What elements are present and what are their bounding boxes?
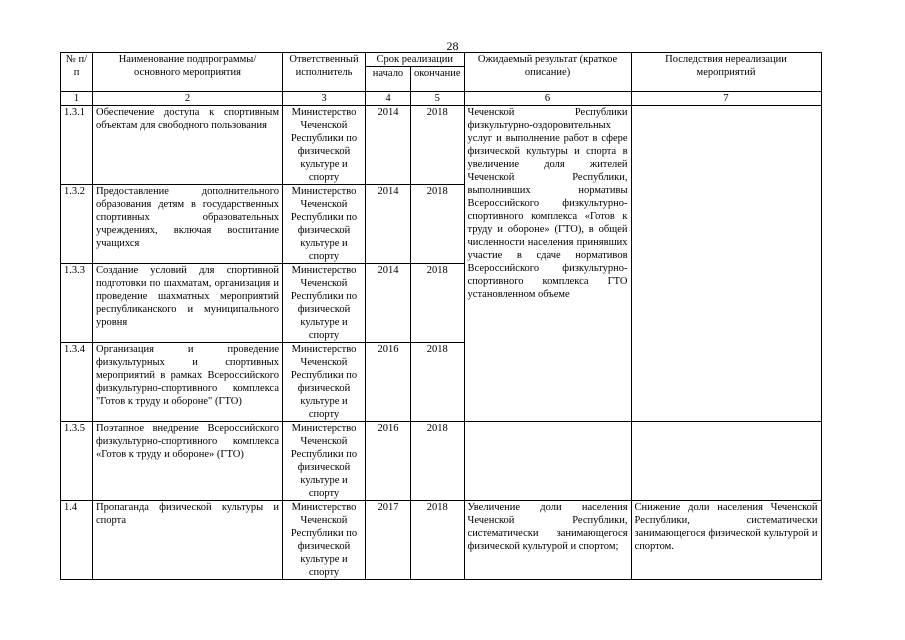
row-end: 2018: [411, 422, 465, 501]
row-name: Пропаганда физической культуры и спорта: [93, 501, 283, 580]
row-responsible: Министерство Чеченской Республики по физической культуре и спорту: [283, 501, 366, 580]
row-name: Организация и проведение физкультурных и спортивных мероприятий в рамках Всероссийского физкультурно-спортивного комплекса "Готов к труду и обороне" (ГТО): [93, 343, 283, 422]
header-name: Наименование подпрограммы/ основного мероприятия: [93, 53, 283, 92]
header-num: № п/п: [61, 53, 93, 92]
table-row: [61, 422, 822, 501]
row-start: 2014: [366, 185, 411, 264]
row-name: Создание условий для спортивной подготовки по шахматам, организация и проведение шахматных мероприятий республиканского и муниципального уровня: [93, 264, 283, 343]
row-number: 1.3.2: [61, 185, 93, 264]
row-responsible: Министерство Чеченской Республики по физической культуре и спорту: [283, 185, 366, 264]
row-end: 2018: [411, 501, 465, 580]
row-number: 1.3.5: [61, 422, 93, 501]
row-end: 2018: [411, 343, 465, 422]
merged-result: Чеченской Республики физкультурно-оздоровительных услуг и выполнение работ в сфере физической культуры и спорта в увеличение доля жителей Чеченской Республики, выполнивших нормативы Всероссийского физкультурно-спортивного комплекса «Готов к труду и обороне» (ГТО), в общей численности населения принявших участие в сдаче нормативов Всероссийского физкультурно-спортивного комплекса ГТО установленном объеме: [464, 106, 631, 422]
col-number: 6: [464, 92, 631, 106]
row-result: Увеличение доли населения Чеченской Республики, систематически занимающегося физической культурой и спортом;: [464, 501, 631, 580]
row-name: Обеспечение доступа к спортивным объектам для свободного пользования: [93, 106, 283, 185]
col-number: 5: [411, 92, 465, 106]
program-table: [60, 52, 822, 580]
row-start: 2017: [366, 501, 411, 580]
table-row: [61, 501, 822, 580]
row-start: 2016: [366, 422, 411, 501]
row-number: 1.3.4: [61, 343, 93, 422]
result-empty: [464, 422, 631, 501]
col-number: 3: [283, 92, 366, 106]
col-number: 2: [93, 92, 283, 106]
consequence-empty: [631, 422, 821, 501]
table-row: [61, 106, 822, 185]
row-responsible: Министерство Чеченской Республики по физической культуре и спорту: [283, 106, 366, 185]
page-number: 28: [446, 39, 459, 53]
row-name: Поэтапное внедрение Всероссийского физкультурно-спортивного комплекса «Готов к труду и обороне» (ГТО): [93, 422, 283, 501]
row-consequence: Снижение доли населения Чеченской Республики, систематически занимающегося физической культурой и спортом.: [631, 501, 821, 580]
row-end: 2018: [411, 106, 465, 185]
header-consequence: Последствия нереализации мероприятий: [631, 53, 821, 92]
row-end: 2018: [411, 264, 465, 343]
row-start: 2014: [366, 106, 411, 185]
row-number: 1.4: [61, 501, 93, 580]
row-responsible: Министерство Чеченской Республики по физической культуре и спорту: [283, 422, 366, 501]
row-number: 1.3.3: [61, 264, 93, 343]
row-start: 2014: [366, 264, 411, 343]
row-responsible: Министерство Чеченской Республики по физической культуре и спорту: [283, 264, 366, 343]
row-end: 2018: [411, 185, 465, 264]
header-term: Срок реализации: [366, 53, 465, 67]
row-number: 1.3.1: [61, 106, 93, 185]
col-number: 7: [631, 92, 821, 106]
consequence-empty: [631, 106, 821, 422]
header-end: окончание: [411, 67, 465, 92]
header-responsible: Ответственный исполнитель: [283, 53, 366, 92]
row-responsible: Министерство Чеченской Республики по физической культуре и спорту: [283, 343, 366, 422]
row-start: 2016: [366, 343, 411, 422]
header-start: начало: [366, 67, 411, 92]
row-name: Предоставление дополнительного образования детям в государственных спортивных образовательных учреждениях, включая воспитание учащихся: [93, 185, 283, 264]
col-number: 4: [366, 92, 411, 106]
header-result: Ожидаемый результат (краткое описание): [464, 53, 631, 92]
col-number: 1: [61, 92, 93, 106]
